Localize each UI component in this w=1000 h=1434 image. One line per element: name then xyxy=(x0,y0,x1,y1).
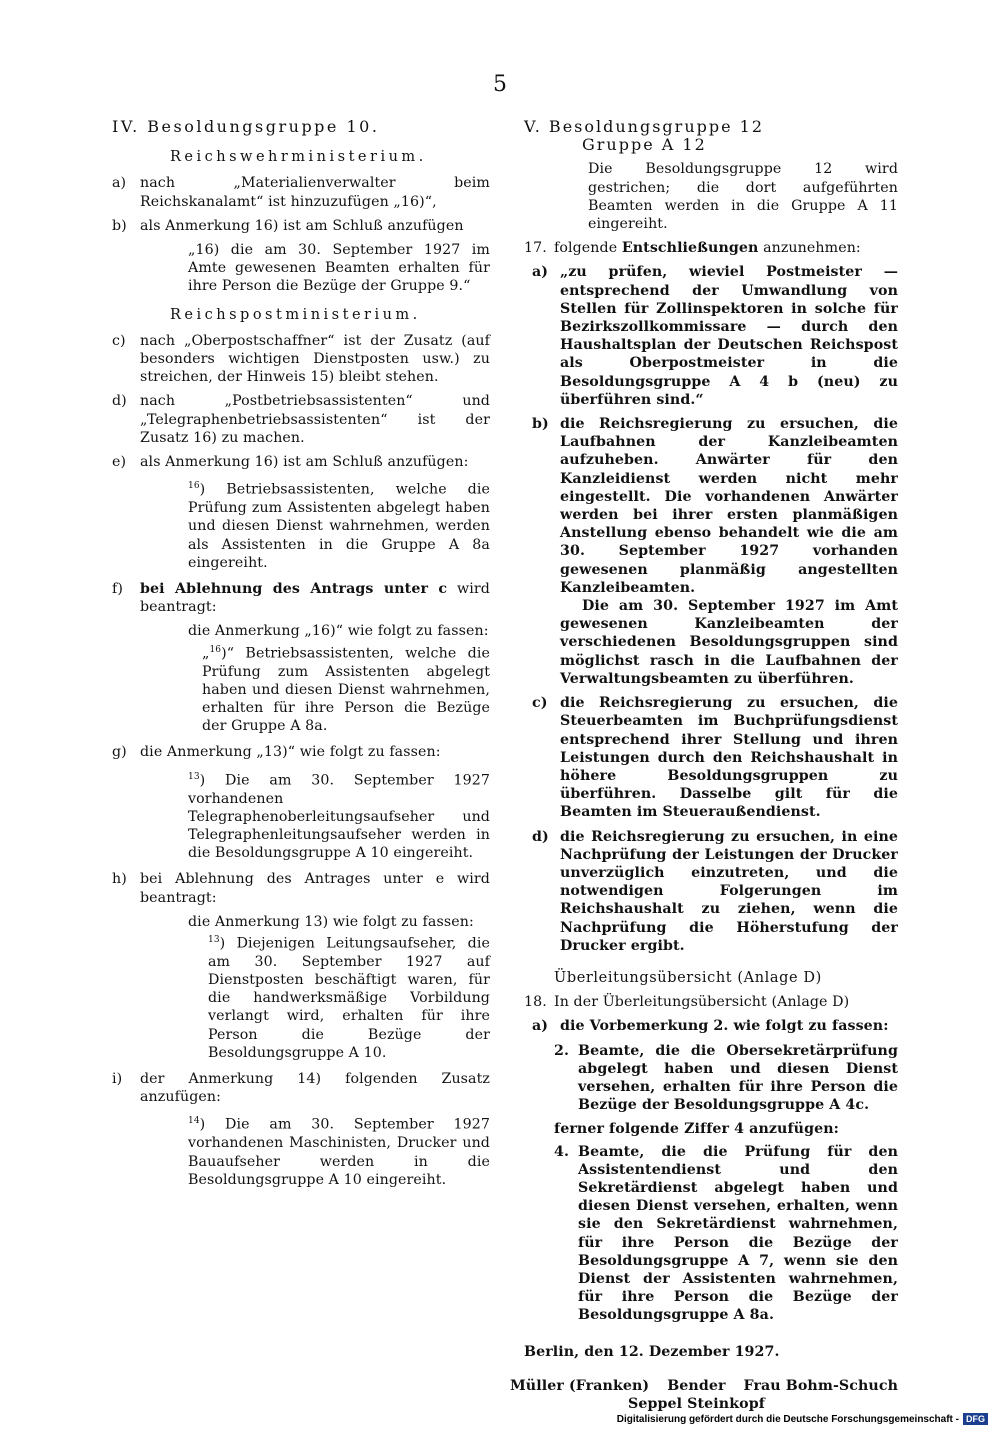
item-label: c) xyxy=(112,332,126,349)
footnote-marker: 13 xyxy=(208,934,220,945)
quote-open: „ xyxy=(202,645,210,662)
signature-row: Seppel Steinkopf xyxy=(628,1396,765,1412)
item-text: bei Ablehnung des Antrages unter e wird beantragt: xyxy=(140,871,490,906)
item-text: Beamte, die die Obersekretärprüfung abgelegt haben und diesen Dienst versehen, erhalten für ihre Person die Bezüge der Besoldungsgruppe A 4c. xyxy=(578,1042,898,1114)
quote-text: ) Betriebsassistenten, welche die Prüfung zum Assistenten abgelegt haben und diesen Dienst wahrnehmen, werden als Assistenten in die Gruppe A 8a eingereiht. xyxy=(188,481,490,571)
dfg-logo: DFG xyxy=(963,1413,988,1425)
footer-text: Digitalisierung gefördert durch die Deutsche Forschungsgemeinschaft - xyxy=(616,1413,959,1425)
list-item-18a-4 xyxy=(554,1143,898,1325)
footnote-marker: 16 xyxy=(188,481,200,492)
list-item-b xyxy=(112,217,490,235)
quote-e xyxy=(188,477,490,572)
item-text: „zu prüfen, wieviel Postmeister — entsprechend der Umwandlung von Stellen für Zollinspektoren in solche für Bezirkszollkommissare — durch den Haushaltsplan der Deutschen Reichspost als Oberpostmeister in die Besoldungsgruppe A 4 b (neu) zu überführen sind.“ xyxy=(560,264,898,408)
section-heading-iv: IV. Besoldungsgruppe 10. xyxy=(112,117,380,136)
para-1: die Reichsregierung zu ersuchen, die Laufbahnen der Kanzleibeamten aufzuheben. Anwärter für den Kanzleidienst werden nicht mehr eingestellt. Die vorhandenen Anwärter werden bei ihrer ersten planmäßigen Anstellung ebenso behandelt wie die am 30. September 1927 vorhanden gewesenen planmäßig angestellten Kanzleibeamten. xyxy=(560,416,898,596)
item-text: Beamte, die die Prüfung für den Assistentendienst und den Sekretärdienst abgelegt haben und diesen Dienst versehen, erhalten, wenn sie den Sekretärdienst wahrnehmen, für ihre Person die Bezüge der Besoldungsgruppe A 7, wenn sie den Dienst der Assistenten wahrnehmen, für ihre Person die Bezüge der Besoldungsgruppe A 8a. xyxy=(578,1143,898,1324)
quote-text: ) Die am 30. September 1927 vorhandenen Maschinisten, Drucker und Bauaufseher werden in die Besoldungsgruppe A 10 eingereiht. xyxy=(188,1117,490,1188)
ferner-text: ferner folgende Ziffer 4 anzufügen: xyxy=(554,1121,839,1138)
left-column xyxy=(112,118,490,1197)
item-label: a) xyxy=(532,264,549,281)
list-item-17d xyxy=(532,828,898,955)
item-label: b) xyxy=(532,416,549,433)
list-item-d xyxy=(112,392,490,447)
list-item-f xyxy=(112,580,490,616)
item-label: d) xyxy=(112,393,127,410)
item-text: die Reichsregierung zu ersuchen, die Steuerbeamten im Buchprüfungsdienst entsprechend ihrer Stellung und ihren Leistungen durch den Reichshaushalt in höhere Besoldungsgruppen zu überführen. Dasselbe gilt für die Beamten im Steueraußendienst. xyxy=(560,695,898,821)
list-item-18 xyxy=(524,993,898,1011)
item-label: h) xyxy=(112,871,127,888)
date-line: Berlin, den 12. Dezember 1927. xyxy=(524,1343,780,1360)
list-item-i xyxy=(112,1070,490,1106)
item-text xyxy=(560,415,898,688)
item-text: als Anmerkung 16) ist am Schluß anzufügen: xyxy=(140,454,469,471)
pre-text: folgende xyxy=(554,240,622,257)
item-label: 2. xyxy=(554,1042,570,1059)
ueberleitung-heading: Überleitungsübersicht (Anlage D) xyxy=(554,969,822,986)
list-item-17b xyxy=(532,415,898,688)
group-heading: Gruppe A 12 xyxy=(582,135,707,155)
item-label: b) xyxy=(112,217,127,234)
item-text: In der Überleitungsübersicht (Anlage D) xyxy=(554,994,850,1011)
list-item-17c xyxy=(532,694,898,821)
signature-row xyxy=(510,1377,898,1395)
item-label: e) xyxy=(112,454,127,471)
signature-name: Müller (Franken) xyxy=(510,1377,650,1394)
item-text: die Vorbemerkung 2. wie folgt zu fassen: xyxy=(560,1018,889,1035)
list-item-18a-2 xyxy=(554,1042,898,1115)
list-item-e xyxy=(112,453,490,471)
item-label: a) xyxy=(112,175,127,192)
quote-text: ) Die am 30. September 1927 vorhandenen Telegraphenoberleitungsaufseher und Telegraphenleitungsaufseher werden in die Besoldungsgruppe A 10 eingereiht. xyxy=(188,772,490,862)
instruction-h: die Anmerkung 13) wie folgt zu fassen: xyxy=(188,913,474,930)
list-item-h xyxy=(112,870,490,906)
signatures xyxy=(510,1377,898,1413)
item-label: a) xyxy=(532,1018,549,1035)
item-label: 4. xyxy=(554,1143,570,1160)
item-label: 17. xyxy=(524,240,547,257)
footnote-marker: 16 xyxy=(209,644,222,655)
post-text: anzunehmen: xyxy=(758,240,861,257)
item-text: der Anmerkung 14) folgenden Zusatz anzufügen: xyxy=(140,1071,490,1106)
bold-text: Entschließungen xyxy=(621,240,759,257)
quote-f xyxy=(202,641,490,736)
para-2: Die am 30. September 1927 im Amt gewesenen Kanzleibeamten der verschiedenen Besoldungsgruppen sind möglichst rasch in die Laufbahnen der Verwaltungsbeamten zu überführen. xyxy=(560,598,898,687)
signature-name: Bender xyxy=(667,1377,726,1394)
ministry-heading-reichspost: Reichspostministerium. xyxy=(170,306,421,323)
quote-text: ) Diejenigen Leitungsaufseher, die am 30. September 1927 auf Dienstposten beschäftigt waren, für die handwerksmäßige Vorbildung verlangt wird, erhalten für ihre Person die Bezüge der Besoldungsgruppe A 10. xyxy=(208,935,490,1061)
item-text: als Anmerkung 16) ist am Schluß anzufügen xyxy=(140,217,464,234)
item-text xyxy=(140,580,490,616)
item-label: d) xyxy=(532,828,549,845)
signature-name: Frau Bohm-Schuch xyxy=(743,1377,898,1394)
list-item-g xyxy=(112,743,490,761)
quote-g xyxy=(188,768,490,863)
list-item-17 xyxy=(524,239,898,257)
list-item-a xyxy=(112,174,490,210)
rest-text: wird beantragt: xyxy=(140,581,490,616)
intro-text: Die Besoldungsgruppe 12 wird gestrichen; die dort aufgeführten Beamten werden in die Gruppe A 11 eingereiht. xyxy=(588,161,898,233)
item-text: nach „Materialienverwalter beim Reichskanalamt“ ist hinzuzufügen „16)“, xyxy=(140,175,490,210)
quote-b: „16) die am 30. September 1927 im Amte gewesenen Beamten erhalten für ihre Person die Bezüge der Gruppe 9.“ xyxy=(188,242,490,295)
list-item-17a xyxy=(532,263,898,409)
item-label: i) xyxy=(112,1071,123,1088)
quote-i xyxy=(188,1112,490,1189)
item-text: die Reichsregierung zu ersuchen, in eine Nachprüfung der Leistungen der Drucker unverzüglich einzutreten, und die notwendigen Folgerungen im Reichshaushalt zu ziehen, wenn die Nachprüfung die Höherstufung der Drucker ergibt. xyxy=(560,828,898,954)
item-text: nach „Postbetriebsassistenten“ und „Telegraphenbetriebsassistenten“ ist der Zusatz 16) zu machen. xyxy=(140,393,490,446)
item-label: f) xyxy=(112,581,123,597)
footnote-marker: 13 xyxy=(188,771,200,782)
list-item-c xyxy=(112,332,490,387)
page-number: 5 xyxy=(493,72,507,97)
footer-credit xyxy=(617,1413,988,1425)
item-text: die Anmerkung „13)“ wie folgt zu fassen: xyxy=(140,744,441,761)
list-item-18a xyxy=(532,1017,898,1035)
right-column xyxy=(510,117,898,1413)
section-heading-v: V. Besoldungsgruppe 12 xyxy=(524,117,765,136)
item-text: nach „Oberpostschaffner“ ist der Zusatz (auf besonders wichtigen Dienstposten usw.) zu streichen, der Hinweis 15) bleibt stehen. xyxy=(140,332,490,386)
item-text xyxy=(554,239,898,257)
item-label: g) xyxy=(112,744,127,761)
bold-text: bei Ablehnung des Antrags unter c xyxy=(140,581,448,597)
instruction-f: die Anmerkung „16)“ wie folgt zu fassen: xyxy=(188,623,489,640)
quote-text: )“ Betriebsassistenten, welche die Prüfung zum Assistenten abgelegt haben und diesen Dienst wahrnehmen, erhalten für ihre Person die Bezüge der Gruppe A 8a. xyxy=(202,645,490,735)
footnote-marker: 14 xyxy=(188,1116,200,1127)
quote-h xyxy=(208,931,490,1062)
item-label: c) xyxy=(532,695,548,712)
ministry-heading-reichswehr: Reichswehrministerium. xyxy=(170,149,427,166)
item-label: 18. xyxy=(524,994,547,1011)
